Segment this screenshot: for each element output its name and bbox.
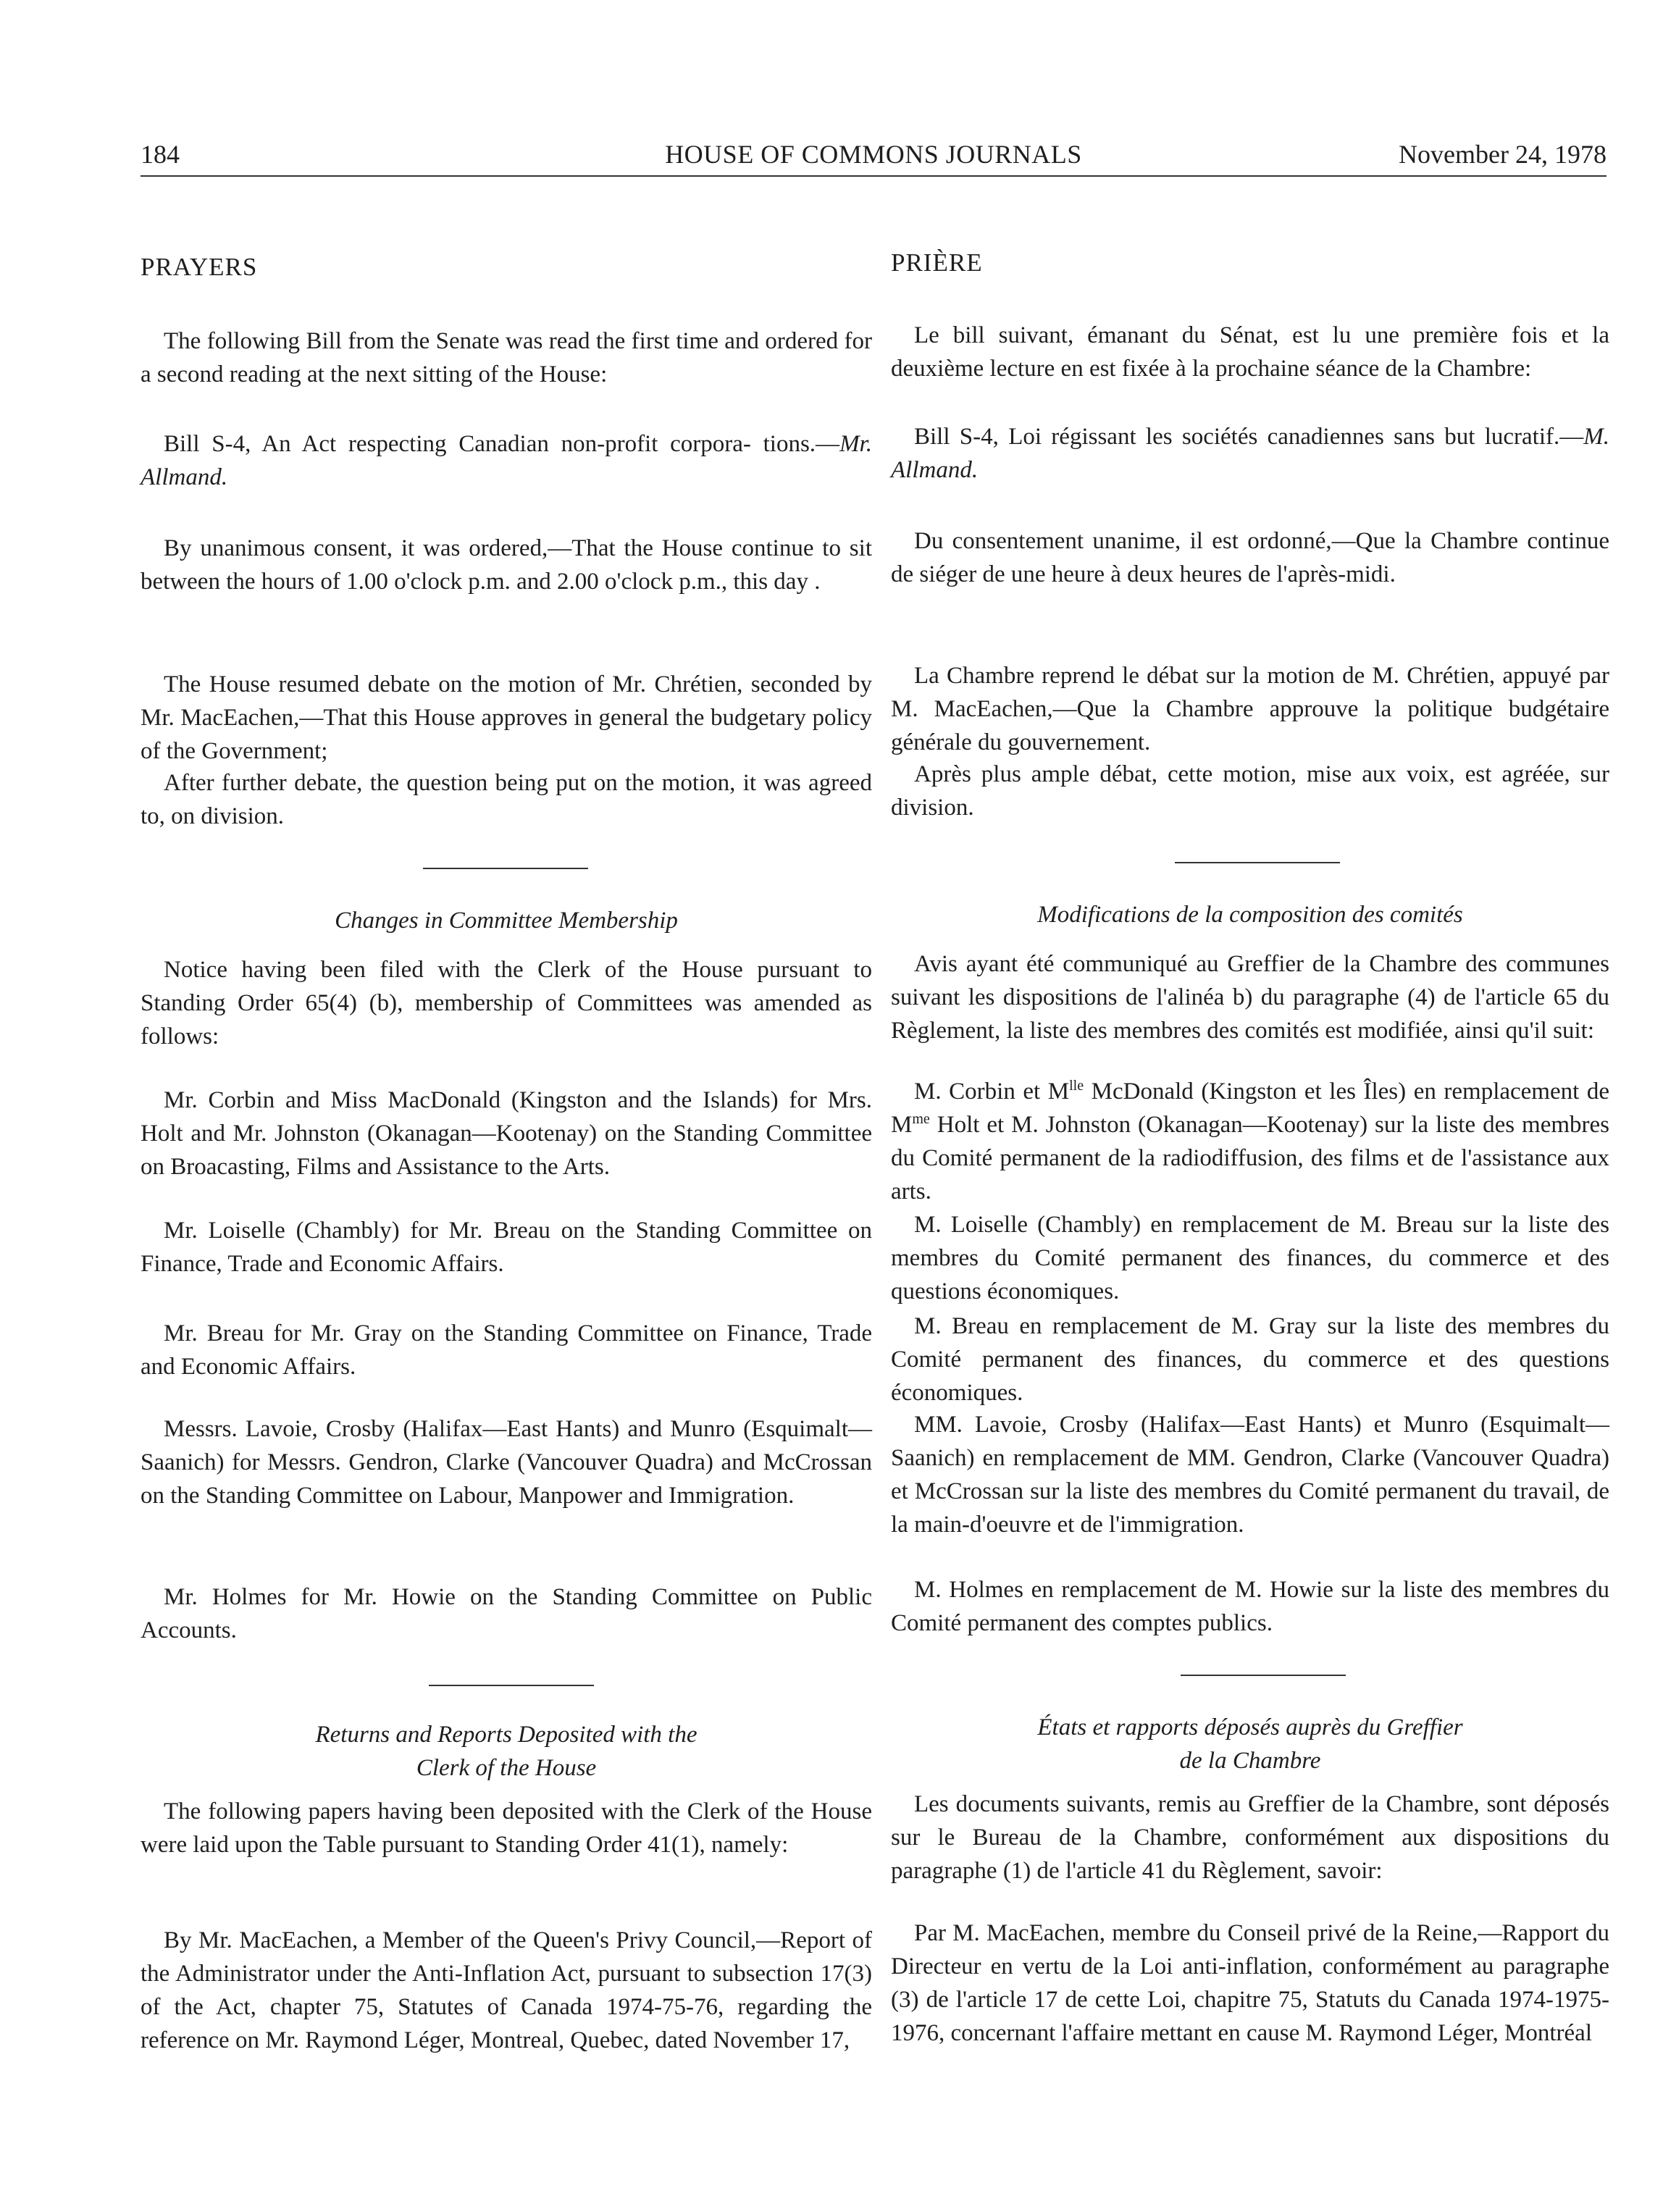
committee-notice: Avis ayant été communiqué au Greffier de la Chambre des communes suivant les dispositions de l'alinéa b) du paragraphe (4) de l'article 65 du Règlement, la liste des membres des comités est modifiée, ainsi qu'il suit: — [891, 951, 1609, 1044]
bill-text: Bill S-4, An Act respecting Canadian non-profit corpora- tions.— — [164, 431, 840, 457]
committee-change: M. Holmes en remplacement de M. Howie sur la liste des membres du Comité permanent des comptes publics. — [891, 1577, 1609, 1636]
section-divider — [1175, 862, 1340, 863]
section-divider — [1181, 1675, 1346, 1676]
committee-change: Mr. Corbin and Miss MacDonald (Kingston and the Islands) for Mrs. Holt and Mr. Johnston (Okanagan—Kootenay) on the Standing Committee on Broacasting, Films and Assistance to the Arts. — [141, 1087, 872, 1180]
returns-item: By Mr. MacEachen, a Member of the Queen's Privy Council,—Report of the Administrator under the Anti-Inflation Act, pursuant to subsection 17(3) of the Act, chapter 75, Statutes of Canada 1974-75-76, regarding the reference on Mr. Raymond Léger, Montreal, Quebec, dated November 17, — [141, 1927, 872, 2053]
committee-heading: Modifications de la composition des comités — [1037, 902, 1463, 928]
returns-heading: Returns and Reports Deposited with the Clerk of the House — [315, 1722, 698, 1781]
committee-heading: Changes in Committee Membership — [335, 908, 678, 934]
sitting-order: Du consentement unanime, il est ordonné,—Que la Chambre continue de siéger de une heure à deux heures de l'après-midi. — [891, 528, 1609, 587]
bill-intro: The following Bill from the Senate was read the first time and ordered for a second reading at the next sitting of the House: — [141, 328, 872, 387]
journal-date: November 24, 1978 — [1399, 140, 1607, 169]
returns-intro: Les documents suivants, remis au Greffier de la Chambre, sont déposés sur le Bureau de la Chambre, conformément aux dispositions du paragraphe (1) de l'article 41 du Règlement, savoir: — [891, 1791, 1609, 1884]
returns-intro: The following papers having been deposited with the Clerk of the House were laid upon the Table pursuant to Standing Order 41(1), namely: — [141, 1798, 872, 1858]
committee-change: M. Loiselle (Chambly) en remplacement de M. Breau sur la liste des membres du Comité permanent des finances, du commerce et des questions économiques. — [891, 1212, 1609, 1304]
committee-change: Mr. Loiselle (Chambly) for Mr. Breau on the Standing Committee on Finance, Trade and Economic Affairs. — [141, 1218, 872, 1277]
header-rule — [141, 175, 1607, 177]
bill-text: Bill S-4, Loi régissant les sociétés canadiennes sans but lucratif.— — [914, 424, 1584, 450]
committee-change: Mr. Holmes for Mr. Howie on the Standing Committee on Public Accounts. — [141, 1584, 872, 1643]
debate-resumed: La Chambre reprend le débat sur la motion de M. Chrétien, appuyé par M. MacEachen,—Que la Chambre approuve la politique budgétaire générale du gouvernement. — [891, 663, 1609, 755]
journal-title: HOUSE OF COMMONS JOURNALS — [665, 140, 1082, 169]
prayers-heading: PRIÈRE — [891, 248, 983, 277]
bill-entry — [891, 420, 1609, 487]
prayers-heading: PRAYERS — [141, 253, 258, 281]
returns-heading: États et rapports déposés auprès du Greffier de la Chambre — [1037, 1714, 1463, 1774]
page-header — [141, 136, 1607, 172]
committee-change: MM. Lavoie, Crosby (Halifax—East Hants) et Munro (Esquimalt—Saanich) en remplacement de MM. Gendron, Clarke (Vancouver Quadra) et McCrossan sur la liste des membres du Comité permanent du travail, de la main-d'oeuvre et de l'immigration. — [891, 1412, 1609, 1538]
section-divider — [423, 868, 588, 869]
committee-notice: Notice having been filed with the Clerk of the House pursuant to Standing Order 65(4) (b), membership of Committees was amended as follows: — [141, 957, 872, 1050]
returns-item: Par M. MacEachen, membre du Conseil privé de la Reine,—Rapport du Directeur en vertu de la Loi anti-inflation, conformément au paragraphe (3) de l'article 17 de cette Loi, chapitre 75, Statuts du Canada 1974-1975-1976, concernant l'affaire mettant en cause M. Raymond Léger, Montréal — [891, 1920, 1609, 2046]
page-number: 184 — [141, 140, 180, 169]
committee-change: Messrs. Lavoie, Crosby (Halifax—East Hants) and Munro (Esquimalt—Saanich) for Messrs. Gendron, Clarke (Vancouver Quadra) and McCrossan on the Standing Committee on Labour, Manpower and Immigration. — [141, 1416, 872, 1509]
bill-sponsor: M. Allmand. — [891, 424, 1609, 483]
committee-change: M. Breau en remplacement de M. Gray sur la liste des membres du Comité permanent des finances, du commerce et des questions économiques. — [891, 1313, 1609, 1406]
bill-entry — [141, 427, 872, 494]
committee-change: Mr. Breau for Mr. Gray on the Standing Committee on Finance, Trade and Economic Affairs. — [141, 1320, 872, 1380]
sitting-order: By unanimous consent, it was ordered,—That the House continue to sit between the hours of 1.00 o'clock p.m. and 2.00 o'clock p.m., this day . — [141, 535, 872, 595]
section-divider — [429, 1685, 594, 1686]
bill-intro: Le bill suivant, émanant du Sénat, est lu une première fois et la deuxième lecture en est fixée à la prochaine séance de la Chambre: — [891, 322, 1609, 382]
committee-change: M. Corbin et $M^{lle}$ McDonald (Kingston et les Îles) en remplacement de $M^{me}$ Holt et M. Johnston (Okanagan—Kootenay) sur la liste des membres du Comité permanent de la radiodiffusion, des films et de l'assistance aux arts. — [891, 1078, 1609, 1205]
debate-result: Après plus ample débat, cette motion, mise aux voix, est agréée, sur division. — [891, 761, 1609, 821]
bill-sponsor: Mr. Allmand. — [141, 431, 872, 490]
debate-resumed: The House resumed debate on the motion of Mr. Chrétien, seconded by Mr. MacEachen,—That this House approves in general the budgetary policy of the Government; — [141, 671, 872, 764]
debate-result: After further debate, the question being put on the motion, it was agreed to, on division. — [141, 770, 872, 829]
